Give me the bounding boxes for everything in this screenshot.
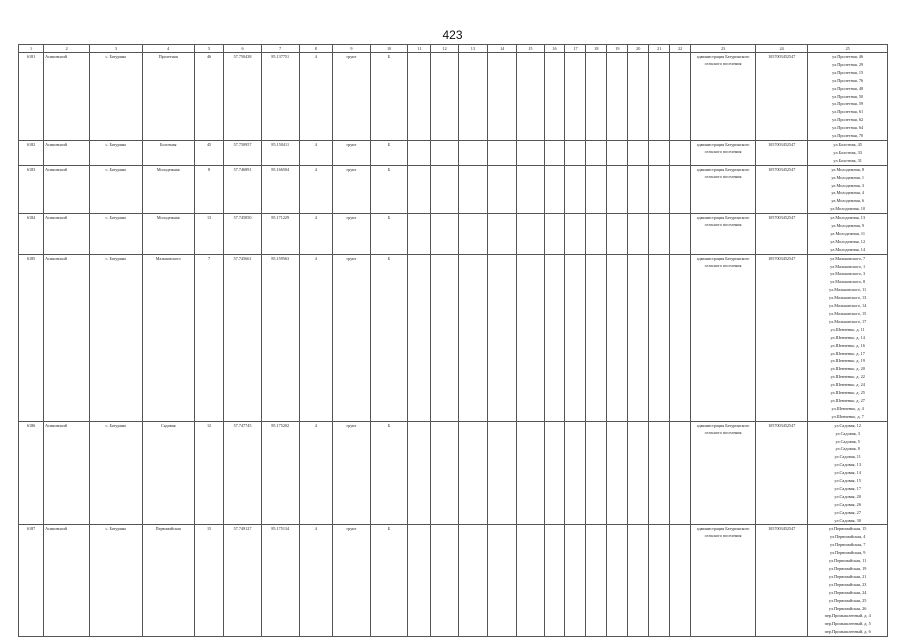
served-address: ул.Пролетная, 46 [832,54,864,59]
empty-cell [431,421,458,525]
served-addresses-cell [808,53,888,141]
empty-cell [628,140,649,165]
empty-cell [565,214,586,255]
empty-cell [431,165,458,213]
column-number-row [19,45,888,53]
served-address: ул.Шевченко, д. 17 [830,350,865,356]
served-address: ул.Пролетная, 59 [832,101,864,107]
empty-cell [670,140,691,165]
served-address: пер.Промышленный, д. 6 [824,629,871,635]
empty-cell [544,214,565,255]
street-cell: Садовая [142,421,194,525]
served-address: ул.Первомайская, 23 [828,581,867,587]
street-cell: Молодежная [142,165,194,213]
ogrn-cell: 1057003452547 [756,53,808,141]
served-address: пер.Промышленный, д. 5 [824,621,871,627]
served-address: ул.Пролетная, 29 [832,61,864,67]
empty-cell [517,140,544,165]
served-address: ул.Молодежная, 13 [830,215,866,221]
empty-cell [565,421,586,525]
table-row [19,254,888,421]
class-cell: Б [370,421,408,525]
empty-cell [586,140,607,165]
empty-cell [649,140,670,165]
empty-cell [517,214,544,255]
empty-cell [488,140,517,165]
served-address: ул.Садовая, 8 [835,446,860,452]
empty-cell [670,421,691,525]
served-address: ул.Шевченко, д. 24 [830,382,865,388]
empty-cell [628,165,649,213]
column-number: 18 [586,45,607,53]
served-address: ул.Первомайская, 26 [828,605,867,611]
container-count-cell: 4 [299,165,333,213]
empty-cell [586,165,607,213]
container-count-cell: 4 [299,254,333,421]
served-address: ул.Первомайская, 11 [828,558,867,564]
container-count-cell: 4 [299,421,333,525]
latitude-cell: 57.746891 [224,165,262,213]
served-address: ул.Садовая, 14 [834,470,861,476]
served-address: ул.Молодежная, 14 [830,246,866,252]
site-id: 6187 [19,525,44,637]
street-cell: Молодежная [142,214,194,255]
empty-cell [649,214,670,255]
empty-cell [458,525,487,637]
served-address: ул.Пролетная, 76 [832,77,864,83]
class-cell: Б [370,53,408,141]
served-address: ул.Садовая, 15 [834,478,861,484]
empty-cell [649,165,670,213]
surface-cell: грунт [333,214,371,255]
column-number: 21 [649,45,670,53]
served-address: ул.Шевченко, д. 11 [830,326,865,332]
empty-cell [488,165,517,213]
ogrn-cell: 1057003452547 [756,140,808,165]
district-cell: Асиновский [44,525,90,637]
locality-cell: с. Батурино [90,254,142,421]
ogrn-cell: 1057003452547 [756,165,808,213]
served-addresses-cell [808,421,888,525]
served-address: ул.Мальковского, 3 [830,271,866,277]
column-number: 23 [691,45,756,53]
empty-cell [586,214,607,255]
served-address: ул.Первомайская, 15 [828,526,867,532]
district-cell: Асиновский [44,254,90,421]
served-address: ул.Первомайская, 19 [828,566,867,571]
empty-cell [488,421,517,525]
served-address: ул.Первомайская, 21 [828,573,867,579]
column-number: 25 [808,45,888,53]
latitude-cell: 57.749127 [224,525,262,637]
empty-cell [628,525,649,637]
served-address: ул.Пролетная, 61 [832,109,864,115]
district-cell: Асиновский [44,140,90,165]
column-number: 22 [670,45,691,53]
served-address: ул.Пролетная, 64 [832,125,864,131]
empty-cell [628,214,649,255]
empty-cell [408,140,431,165]
column-number: 17 [565,45,586,53]
surface-cell: грунт [333,254,371,421]
empty-cell [628,254,649,421]
empty-cell [670,165,691,213]
longitude-cell: 85.159563 [261,254,299,421]
column-number: 3 [90,45,142,53]
column-number: 11 [408,45,431,53]
site-id: 6186 [19,421,44,525]
served-address: ул.Садовая, 12 [834,422,861,428]
served-address: ул.Пролетная, 50 [832,93,864,99]
class-cell: Б [370,165,408,213]
served-address: ул.Садовая, 5 [835,438,860,444]
empty-cell [431,254,458,421]
served-address: ул.Мальковского, 15 [829,311,867,316]
house-cell: 13 [194,214,223,255]
table-row [19,421,888,525]
column-number: 19 [607,45,628,53]
served-addresses-cell [808,165,888,213]
empty-cell [517,525,544,637]
administration-cell: администрация Батуринского сельского поселения [691,53,756,141]
empty-cell [565,165,586,213]
empty-cell [408,165,431,213]
latitude-cell: 57.750438 [224,53,262,141]
empty-cell [458,53,487,141]
served-address: ул.Пролетная, 48 [832,85,864,91]
street-cell: Первомайская [142,525,194,637]
served-addresses-cell [808,254,888,421]
latitude-cell: 57.750957 [224,140,262,165]
locality-cell: с. Батурино [90,53,142,141]
empty-cell [488,254,517,421]
latitude-cell: 57.747745 [224,421,262,525]
table-row [19,53,888,141]
house-cell: 7 [194,254,223,421]
served-address: ул.Болотная, 33 [833,149,862,155]
container-sites-table [18,44,888,637]
served-address: ул.Шевченко, д. 7 [831,413,864,419]
longitude-cell: 85.166504 [261,165,299,213]
empty-cell [408,254,431,421]
empty-cell [586,421,607,525]
empty-cell [544,53,565,141]
house-cell: 46 [194,53,223,141]
house-cell: 8 [194,165,223,213]
empty-cell [607,140,628,165]
site-id: 6181 [19,53,44,141]
district-cell: Асиновский [44,165,90,213]
served-address: ул.Молодежная, 10 [830,206,866,212]
district-cell: Асиновский [44,421,90,525]
empty-cell [649,53,670,141]
served-address: ул.Шевченко, д. 16 [830,342,865,348]
empty-cell [565,53,586,141]
served-address: ул.Шевченко, д. 27 [830,397,865,403]
locality-cell: с. Батурино [90,140,142,165]
served-address: ул.Мальковского, 17 [829,318,867,324]
ogrn-cell: 1057003452547 [756,525,808,637]
locality-cell: с. Батурино [90,165,142,213]
column-number: 15 [517,45,544,53]
site-id: 6185 [19,254,44,421]
empty-cell [458,421,487,525]
empty-cell [586,53,607,141]
empty-cell [607,421,628,525]
latitude-cell: 57.745661 [224,254,262,421]
served-address: ул.Молодежная, 9 [831,223,865,229]
served-address: ул.Молодежная, 4 [831,190,865,196]
empty-cell [565,525,586,637]
empty-cell [517,421,544,525]
column-number: 2 [44,45,90,53]
empty-cell [458,254,487,421]
administration-cell: администрация Батуринского сельского поселения [691,165,756,213]
empty-cell [544,254,565,421]
empty-cell [458,165,487,213]
empty-cell [607,214,628,255]
served-address: ул.Молодежная, 12 [830,238,866,244]
column-number: 14 [488,45,517,53]
street-cell: Мальковского [142,254,194,421]
column-number: 5 [194,45,223,53]
empty-cell [431,214,458,255]
served-address: ул.Молодежная, 1 [831,174,865,180]
locality-cell: с. Батурино [90,525,142,637]
longitude-cell: 85.137751 [261,53,299,141]
empty-cell [565,254,586,421]
served-address: ул.Мальковского, 8 [830,279,866,285]
empty-cell [649,421,670,525]
column-number: 13 [458,45,487,53]
container-count-cell: 4 [299,140,333,165]
container-count-cell: 4 [299,214,333,255]
empty-cell [607,165,628,213]
empty-cell [586,254,607,421]
served-address: ул.Шевченко, д. 4 [831,405,864,411]
column-number: 24 [756,45,808,53]
site-id: 6182 [19,140,44,165]
served-address: ул.Первомайская, 24 [828,589,867,595]
served-address: пер.Промышленный, д. 4 [824,613,871,619]
empty-cell [607,525,628,637]
served-address: ул.Садовая, 11 [834,454,861,460]
column-number: 4 [142,45,194,53]
served-address: ул.Мальковского, 1 [830,263,866,269]
column-number: 12 [431,45,458,53]
empty-cell [649,525,670,637]
served-addresses-cell [808,525,888,637]
locality-cell: с. Батурино [90,214,142,255]
surface-cell: грунт [333,140,371,165]
empty-cell [408,525,431,637]
empty-cell [628,421,649,525]
surface-cell: грунт [333,525,371,637]
served-address: ул.Первомайская, 25 [828,597,867,603]
served-address: ул.Молодежная, 8 [831,166,865,172]
empty-cell [408,421,431,525]
served-address: ул.Шевченко, д. 14 [830,334,865,340]
street-cell: Пролетная [142,53,194,141]
empty-cell [458,214,487,255]
empty-cell [431,53,458,141]
house-cell: 12 [194,421,223,525]
empty-cell [607,254,628,421]
served-address: ул.Садовая, 27 [834,509,861,515]
column-number: 20 [628,45,649,53]
district-cell: Асиновский [44,214,90,255]
latitude-cell: 57.745850 [224,214,262,255]
served-address: ул.Садовая, 30 [834,517,861,523]
administration-cell: администрация Батуринского сельского поселения [691,421,756,525]
empty-cell [544,421,565,525]
served-address: ул.Молодежная, 3 [831,182,865,188]
served-address: ул.Шевченко, д. 25 [830,390,865,396]
served-address: ул.Молодежная, 11 [830,230,866,236]
empty-cell [431,140,458,165]
empty-cell [517,53,544,141]
table-row [19,214,888,255]
column-number: 8 [299,45,333,53]
class-cell: Б [370,140,408,165]
empty-cell [670,525,691,637]
served-address: ул.Пролетная, 70 [832,133,864,139]
empty-cell [517,165,544,213]
served-address: ул.Болотная, 45 [833,141,862,147]
empty-cell [458,140,487,165]
class-cell: Б [370,254,408,421]
served-address: ул.Садовая, 13 [834,462,861,468]
served-address: ул.Садовая, 20 [834,493,861,499]
site-id: 6183 [19,165,44,213]
served-address: ул.Садовая, 3 [835,430,860,436]
empty-cell [408,53,431,141]
empty-cell [544,165,565,213]
longitude-cell: 85.175134 [261,525,299,637]
table-row [19,140,888,165]
longitude-cell: 85.171229 [261,214,299,255]
longitude-cell: 85.150411 [261,140,299,165]
site-id: 6184 [19,214,44,255]
container-count-cell: 4 [299,53,333,141]
column-number: 9 [333,45,371,53]
district-cell: Асиновский [44,53,90,141]
served-address: ул.Болотная, 31 [833,157,862,163]
surface-cell: грунт [333,165,371,213]
served-address: ул.Первомайская, 4 [829,534,866,540]
empty-cell [517,254,544,421]
surface-cell: грунт [333,53,371,141]
locality-cell: с. Батурино [90,421,142,525]
ogrn-cell: 1057003452547 [756,421,808,525]
served-address: ул.Пролетная, 15 [832,69,864,75]
administration-cell: администрация Батуринского сельского поселения [691,254,756,421]
page-number: 423 [442,28,463,42]
empty-cell [628,53,649,141]
served-address: ул.Садовая, 26 [834,501,861,507]
empty-cell [565,140,586,165]
empty-cell [586,525,607,637]
empty-cell [544,140,565,165]
served-addresses-cell [808,140,888,165]
column-number: 6 [224,45,262,53]
administration-cell: администрация Батуринского сельского поселения [691,525,756,637]
ogrn-cell: 1057003452547 [756,214,808,255]
ogrn-cell: 1057003452547 [756,254,808,421]
class-cell: Б [370,214,408,255]
served-address: ул.Мальковского, 11 [829,287,867,293]
empty-cell [607,53,628,141]
empty-cell [488,53,517,141]
administration-cell: администрация Батуринского сельского поселения [691,140,756,165]
column-number: 10 [370,45,408,53]
empty-cell [649,254,670,421]
empty-cell [408,214,431,255]
table-row [19,525,888,637]
empty-cell [670,254,691,421]
container-count-cell: 4 [299,525,333,637]
served-address: ул.Шевченко, д. 22 [830,374,865,380]
empty-cell [488,214,517,255]
column-number: 16 [544,45,565,53]
empty-cell [670,53,691,141]
served-address: ул.Шевченко, д. 19 [830,358,865,364]
served-address: ул.Мальковского, 7 [830,255,866,261]
served-address: ул.Первомайская, 9 [829,550,866,556]
served-address: ул.Мальковского, 14 [829,303,867,309]
column-number: 7 [261,45,299,53]
column-number: 1 [19,45,44,53]
house-cell: 45 [194,140,223,165]
served-address: ул.Пролетная, 62 [832,117,864,123]
surface-cell: грунт [333,421,371,525]
served-addresses-cell [808,214,888,255]
empty-cell [670,214,691,255]
longitude-cell: 85.175202 [261,421,299,525]
served-address: ул.Шевченко, д. 20 [830,366,865,372]
table-row [19,165,888,213]
street-cell: Болотная [142,140,194,165]
administration-cell: администрация Батуринского сельского поселения [691,214,756,255]
served-address: ул.Молодежная, 6 [831,198,865,204]
house-cell: 15 [194,525,223,637]
empty-cell [488,525,517,637]
empty-cell [544,525,565,637]
served-address: ул.Первомайская, 7 [829,542,866,548]
served-address: ул.Садовая, 17 [834,485,861,491]
class-cell: Б [370,525,408,637]
served-address: ул.Мальковского, 13 [829,295,867,301]
empty-cell [431,525,458,637]
